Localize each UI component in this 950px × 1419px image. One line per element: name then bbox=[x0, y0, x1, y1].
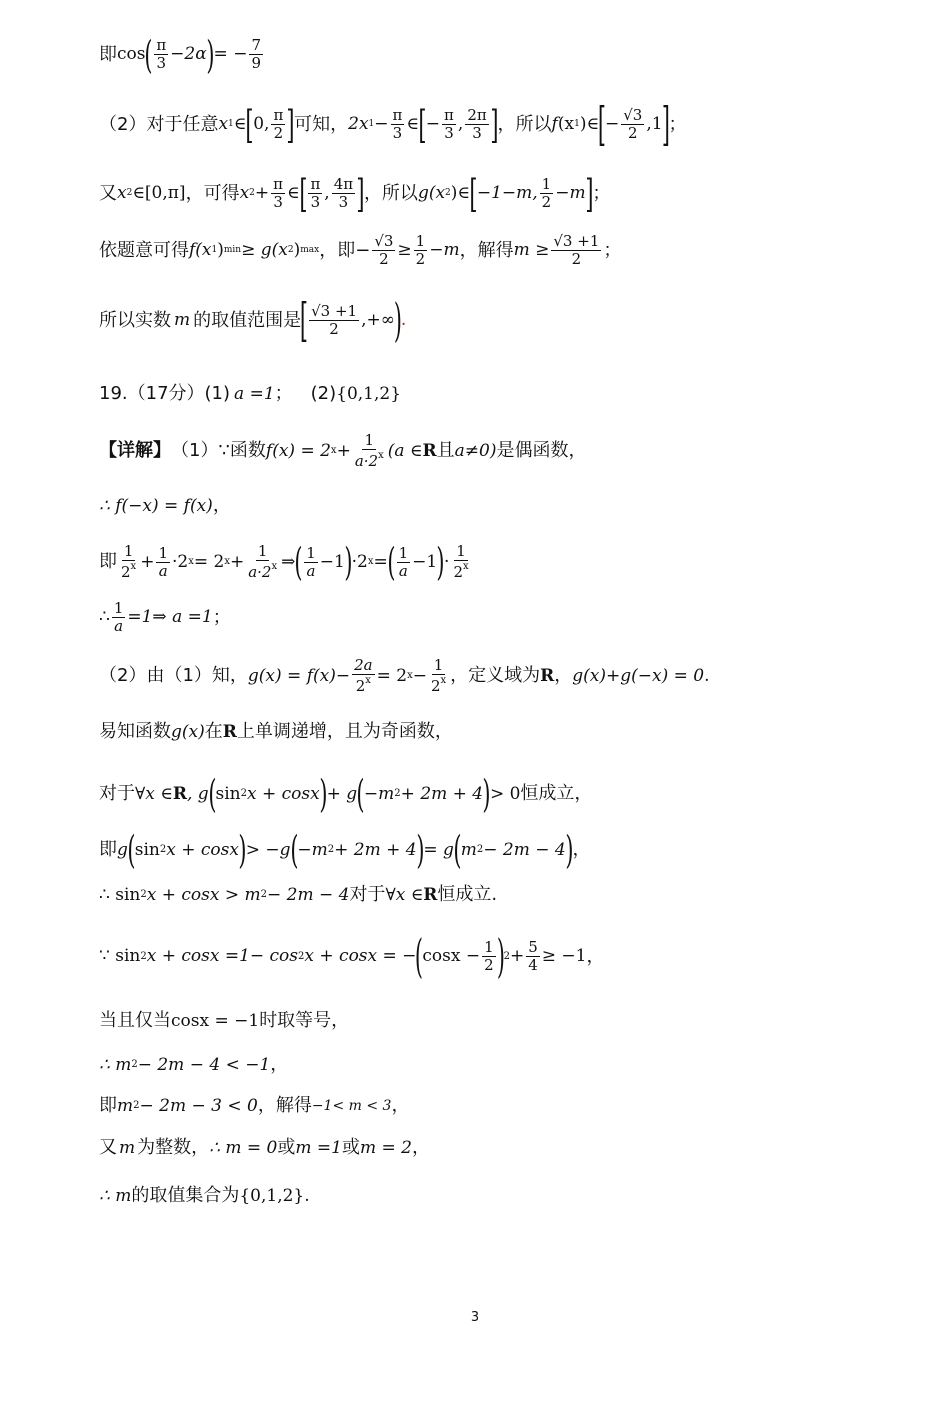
line-5 bbox=[99, 293, 407, 347]
math: − bbox=[412, 665, 427, 686]
text: 恒成立， bbox=[520, 783, 593, 805]
math: a≠0) bbox=[454, 440, 497, 461]
math: , bbox=[324, 183, 330, 204]
text: ， bbox=[554, 665, 573, 687]
line-6 bbox=[99, 385, 401, 403]
math: ∈ bbox=[233, 114, 247, 135]
math: + 2m + 4 bbox=[334, 839, 417, 860]
math: ≥ bbox=[397, 240, 412, 261]
math: = 2 bbox=[376, 665, 408, 686]
fraction: $\frac{1}{2}$ bbox=[484, 937, 494, 975]
fraction: $\frac{1}{2^x}$ bbox=[430, 656, 447, 696]
math: . bbox=[400, 310, 407, 331]
math: m = 2 bbox=[359, 1137, 412, 1158]
math: − bbox=[374, 114, 389, 135]
paren-open: ( bbox=[294, 540, 303, 585]
fraction: $\frac{\pi}{3}$ bbox=[310, 175, 321, 212]
paren-close: ) bbox=[319, 772, 328, 816]
fraction: $\frac{1}{2}$ bbox=[415, 232, 426, 269]
text: ， bbox=[411, 1137, 430, 1158]
math: x + cosx = − bbox=[304, 946, 417, 967]
math: = 2 bbox=[193, 551, 225, 572]
math: ∴ m bbox=[99, 1054, 132, 1075]
text: 为整数， bbox=[137, 1137, 210, 1158]
fraction: $\frac{1}{2^x}$ bbox=[453, 542, 469, 582]
superscript: 2 bbox=[133, 1100, 140, 1111]
subscript: 1 bbox=[211, 245, 218, 256]
subscript: 2 bbox=[126, 188, 133, 199]
line-13 bbox=[99, 772, 593, 816]
math: ) bbox=[293, 240, 301, 261]
line-20 bbox=[99, 1139, 430, 1157]
math: ⇒ bbox=[281, 551, 296, 572]
text: ，可得 bbox=[185, 182, 240, 204]
text: 的取值集合为 bbox=[131, 1185, 240, 1206]
paren-open: ( bbox=[356, 772, 365, 816]
line-21 bbox=[99, 1187, 310, 1205]
text: 在 bbox=[204, 721, 223, 742]
math: m bbox=[174, 310, 191, 331]
text: 即 bbox=[99, 43, 117, 65]
text: 或 bbox=[341, 1137, 360, 1158]
math: −2α bbox=[170, 44, 207, 65]
math: R bbox=[172, 783, 187, 804]
text: 且 bbox=[436, 440, 455, 462]
math: {0,1,2} bbox=[239, 1185, 305, 1206]
subscript: 1 bbox=[574, 119, 580, 130]
paren-close: ) bbox=[238, 828, 247, 872]
math: x bbox=[239, 183, 250, 204]
superscript: x bbox=[188, 556, 194, 568]
fraction: $\frac{√3 +1}{2}$ bbox=[311, 301, 358, 339]
paren-open: ( bbox=[453, 828, 462, 872]
math: · bbox=[444, 551, 450, 572]
superscript: 2 bbox=[260, 889, 267, 900]
subscript: max bbox=[300, 245, 320, 256]
math: − 2m − 4 bbox=[266, 884, 350, 905]
math: x + cosx =1− cos bbox=[146, 946, 299, 967]
text: ， bbox=[270, 1054, 289, 1075]
superscript: 2 bbox=[503, 950, 510, 962]
fraction: $\frac{1}{a\cdot 2^x}$ bbox=[248, 542, 278, 582]
text: 时取等号， bbox=[259, 1010, 350, 1031]
bracket-close: ] bbox=[286, 102, 295, 147]
paren-open: ( bbox=[387, 540, 396, 585]
line-18 bbox=[99, 1056, 288, 1074]
paren-close: ) bbox=[415, 828, 425, 872]
line-1 bbox=[99, 32, 265, 77]
superscript: 2 bbox=[131, 1059, 138, 1070]
text: ，定义域为 bbox=[450, 665, 541, 687]
math: −m bbox=[555, 183, 586, 204]
superscript: 2 bbox=[159, 844, 167, 856]
math: −1−m, bbox=[476, 183, 538, 204]
math: = bbox=[373, 551, 388, 572]
line-7 bbox=[99, 432, 586, 471]
paren-open: ( bbox=[415, 929, 424, 983]
bracket-open: [ bbox=[300, 293, 309, 347]
line-4 bbox=[99, 233, 621, 269]
math: cosx − bbox=[422, 946, 481, 967]
math: x + cosx > m bbox=[146, 884, 261, 905]
math: ,+∞ bbox=[361, 310, 395, 331]
text: 是偶函数， bbox=[496, 440, 587, 462]
subscript: 2 bbox=[287, 245, 294, 256]
line-8 bbox=[99, 497, 231, 515]
fraction: $\frac{1}{a}$ bbox=[306, 543, 316, 580]
superscript: 2 bbox=[140, 950, 147, 962]
math: ) bbox=[217, 240, 224, 261]
fraction: $\frac{5}{4}$ bbox=[528, 937, 538, 975]
text: 即 bbox=[99, 1095, 117, 1116]
superscript: x bbox=[224, 556, 230, 568]
paren-close: ) bbox=[344, 540, 353, 585]
bracket-open: [ bbox=[469, 171, 478, 216]
math: ∴ bbox=[99, 607, 110, 628]
text: ，解得 bbox=[459, 239, 514, 261]
math: + bbox=[509, 946, 525, 967]
math: ·2 bbox=[171, 551, 189, 572]
math: g bbox=[117, 839, 128, 860]
text: （2）由（1）知， bbox=[99, 665, 248, 687]
subscript: 1 bbox=[228, 119, 234, 130]
fraction: $\frac{2a}{2^x}$ bbox=[354, 656, 373, 696]
line-17 bbox=[99, 1012, 349, 1030]
text: (2) bbox=[310, 383, 337, 404]
fraction: $\frac{1}{2^x}$ bbox=[121, 542, 137, 582]
math: x + cosx bbox=[247, 783, 320, 804]
math: ∵ sin bbox=[99, 946, 141, 967]
bracket-close: ] bbox=[490, 102, 499, 147]
math: −1< m < 3 bbox=[311, 1098, 392, 1114]
math: − bbox=[604, 114, 620, 135]
math: ≥ g(x bbox=[241, 240, 288, 261]
math: x bbox=[218, 114, 229, 135]
superscript: x bbox=[367, 556, 374, 568]
paren-open: ( bbox=[289, 828, 299, 872]
math: g(x bbox=[417, 183, 446, 204]
superscript: x bbox=[330, 445, 337, 457]
text: 的取值范围是 bbox=[193, 309, 302, 331]
math: −1 bbox=[412, 551, 438, 572]
math: x + cosx bbox=[166, 839, 239, 860]
fraction: $\frac{1}{2}$ bbox=[541, 175, 552, 212]
subscript: 2 bbox=[249, 188, 255, 199]
paren-close: ) bbox=[393, 293, 402, 347]
fraction: $\frac{\pi}{2}$ bbox=[273, 105, 284, 143]
paren-close: ) bbox=[436, 540, 445, 585]
paren-open: ( bbox=[208, 772, 217, 816]
bracket-close: ] bbox=[661, 97, 670, 151]
page-number: 3 bbox=[470, 1310, 480, 1325]
math: (x bbox=[557, 114, 575, 135]
superscript: 2 bbox=[240, 788, 248, 800]
math: − 2m − 4 bbox=[483, 839, 566, 860]
math: f bbox=[551, 114, 558, 135]
text: 或 bbox=[277, 1137, 296, 1158]
math: x bbox=[117, 183, 127, 204]
line-2 bbox=[99, 97, 687, 151]
math: m =1 bbox=[295, 1137, 342, 1158]
fraction: $\frac{\pi}{3}$ bbox=[156, 36, 167, 73]
bracket-close: ] bbox=[584, 171, 594, 216]
bracket-close: ] bbox=[356, 171, 365, 216]
text: ； bbox=[603, 239, 622, 261]
math: {0,1,2} bbox=[336, 383, 402, 404]
text: ， bbox=[572, 839, 591, 861]
math: ∴ m = 0 bbox=[209, 1137, 278, 1158]
fraction: $\frac{1}{a\cdot 2^x}$ bbox=[354, 431, 384, 471]
math: + bbox=[254, 183, 270, 204]
math: . bbox=[704, 665, 710, 686]
math: =1⇒ a =1 bbox=[127, 607, 213, 628]
math: −m bbox=[429, 240, 460, 261]
fraction: $\frac{1}{a}$ bbox=[398, 543, 409, 580]
math: , bbox=[457, 114, 464, 135]
text: ， bbox=[391, 1095, 410, 1116]
math: sin bbox=[215, 783, 241, 804]
fraction: $\frac{\pi}{3}$ bbox=[444, 105, 454, 143]
math: m ≥ bbox=[513, 240, 550, 261]
math: + bbox=[229, 551, 245, 572]
math: > −g bbox=[245, 839, 291, 860]
math: . bbox=[304, 1185, 310, 1206]
text: 又 bbox=[99, 182, 117, 204]
fraction: $\frac{1}{a}$ bbox=[113, 599, 124, 636]
math: R bbox=[423, 884, 438, 905]
paren-close: ) bbox=[565, 828, 574, 872]
bracket-open: [ bbox=[597, 97, 607, 151]
math: )∈ bbox=[450, 183, 470, 204]
math: ,1 bbox=[646, 114, 663, 135]
math: ∀x ∈ bbox=[135, 783, 173, 804]
math: ·2 bbox=[351, 551, 368, 572]
math: + g bbox=[326, 783, 358, 804]
math: + bbox=[140, 551, 155, 572]
math: + 2m + 4 bbox=[400, 783, 484, 804]
fraction: $\frac{4\pi}{3}$ bbox=[333, 175, 354, 212]
subscript: 2 bbox=[445, 188, 451, 199]
superscript: 2 bbox=[394, 788, 401, 800]
line-9 bbox=[99, 540, 473, 585]
math: ∴ m bbox=[99, 1185, 132, 1206]
math: m bbox=[460, 839, 477, 860]
math: cosx = −1 bbox=[171, 1010, 260, 1031]
fraction: $\frac{\pi}{3}$ bbox=[273, 175, 284, 212]
math: R bbox=[540, 665, 555, 686]
text: 即 bbox=[99, 551, 117, 573]
math: m bbox=[119, 1137, 136, 1158]
text: 依题意可得 bbox=[99, 239, 189, 261]
text: ，所以 bbox=[363, 182, 418, 204]
line-16 bbox=[99, 929, 605, 983]
math: f(x bbox=[189, 240, 212, 261]
text: ，解得 bbox=[257, 1095, 312, 1116]
subscript: min bbox=[223, 245, 242, 256]
math: sin bbox=[134, 839, 160, 860]
text: ； bbox=[668, 113, 687, 135]
text: ， bbox=[586, 945, 605, 967]
text: ， bbox=[212, 495, 231, 516]
paren-close: ) bbox=[482, 772, 491, 816]
math: −1 bbox=[319, 551, 345, 572]
text: ； bbox=[212, 606, 231, 628]
math: ∈ bbox=[406, 114, 419, 135]
paren-close: ) bbox=[496, 929, 505, 983]
line-19 bbox=[99, 1097, 409, 1115]
math: a =1 bbox=[234, 383, 275, 404]
math: ∀x ∈ bbox=[385, 884, 424, 905]
superscript: 2 bbox=[298, 950, 305, 962]
superscript: 2 bbox=[140, 889, 147, 900]
text: 易知函数 bbox=[99, 721, 171, 742]
text: 对于 bbox=[99, 783, 135, 805]
text: 即 bbox=[99, 839, 117, 861]
paren-open: ( bbox=[144, 32, 153, 77]
math: + bbox=[336, 440, 351, 461]
math: ∴ sin bbox=[99, 884, 141, 905]
math: ∈[0,π] bbox=[132, 183, 186, 204]
math: = − bbox=[213, 44, 248, 65]
line-11 bbox=[99, 657, 710, 696]
fraction: $\frac{2\pi}{3}$ bbox=[467, 105, 487, 143]
text: 对于 bbox=[349, 884, 386, 905]
math: )∈ bbox=[579, 114, 600, 135]
text: （1）∵函数 bbox=[171, 440, 266, 462]
text: （2）对于任意 bbox=[99, 113, 219, 135]
text: 可知， bbox=[294, 113, 349, 135]
text: ； bbox=[274, 383, 293, 404]
line-10 bbox=[99, 600, 231, 636]
bracket-open: [ bbox=[245, 102, 254, 147]
math: = g bbox=[423, 839, 454, 860]
math: g(x) = f(x)− bbox=[247, 665, 351, 686]
math: ∈ bbox=[287, 183, 300, 204]
fraction: $\frac{1}{a}$ bbox=[158, 543, 168, 580]
fraction: $\frac{\pi}{3}$ bbox=[392, 105, 403, 143]
math: − bbox=[425, 114, 441, 135]
math: > 0 bbox=[489, 783, 521, 804]
text: ，所以 bbox=[497, 113, 552, 135]
superscript: x bbox=[407, 670, 413, 682]
math: f(x) = 2 bbox=[265, 440, 331, 461]
text: 恒成立. bbox=[437, 884, 498, 905]
superscript: 2 bbox=[327, 844, 335, 856]
fraction: $\frac{√3 +1}{2}$ bbox=[553, 232, 600, 269]
math: R bbox=[422, 440, 437, 461]
superscript: 2 bbox=[476, 844, 484, 856]
paren-open: ( bbox=[127, 828, 136, 872]
math: 0, bbox=[253, 114, 270, 135]
line-15 bbox=[99, 886, 497, 904]
subscript: 1 bbox=[368, 119, 375, 130]
fraction: $\frac{√3}{2}$ bbox=[623, 105, 643, 143]
math: , g bbox=[186, 783, 209, 804]
text: ； bbox=[592, 182, 611, 204]
math: (a ∈ bbox=[387, 440, 423, 461]
bracket-open: [ bbox=[298, 171, 308, 216]
text: 19.（17分）(1) bbox=[99, 383, 231, 404]
math: cos bbox=[117, 44, 146, 65]
line-14 bbox=[99, 828, 591, 872]
line-3 bbox=[99, 171, 611, 216]
math: −m bbox=[297, 839, 328, 860]
math: m bbox=[117, 1095, 134, 1116]
paren-close: ) bbox=[206, 32, 215, 77]
line-12 bbox=[99, 723, 453, 741]
math: ∴ f(−x) = f(x) bbox=[99, 495, 213, 516]
math: R bbox=[222, 721, 237, 742]
math: g(x) bbox=[171, 721, 205, 742]
math: −m bbox=[363, 783, 395, 804]
fraction: $\frac{√3}{2}$ bbox=[374, 232, 394, 269]
bracket-open: [ bbox=[418, 102, 427, 147]
text: 又 bbox=[99, 1137, 117, 1158]
section-label: 【详解】 bbox=[99, 440, 171, 462]
fraction: $\frac{7}{9}$ bbox=[251, 36, 261, 73]
math: − 2m − 3 < 0 bbox=[139, 1095, 258, 1116]
text: 当且仅当 bbox=[99, 1010, 171, 1031]
math: − 2m − 4 < −1 bbox=[137, 1054, 271, 1075]
math: ≥ −1 bbox=[541, 946, 587, 967]
math: g(x)+g(−x) = 0 bbox=[572, 665, 705, 686]
text: 所以实数 bbox=[99, 309, 171, 331]
math: 2x bbox=[348, 114, 369, 135]
text: ，即− bbox=[319, 239, 371, 261]
text: 上单调递增，且为奇函数， bbox=[236, 721, 453, 742]
